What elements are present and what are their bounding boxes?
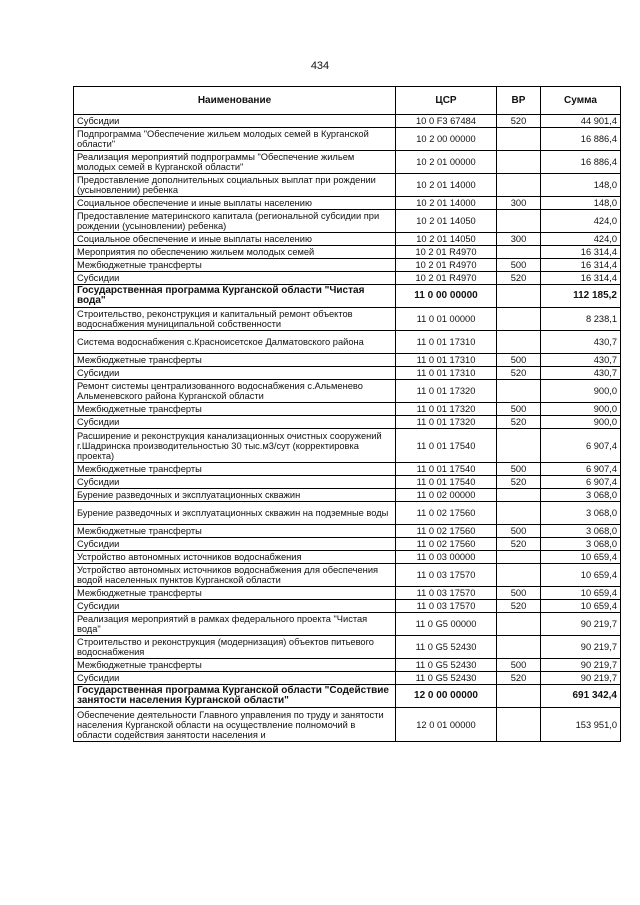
cell-name: Подпрограмма "Обеспечение жильем молодых семей в Курганской области"	[74, 128, 396, 151]
cell-csr: 10 2 01 R4970	[396, 246, 497, 259]
cell-sum: 430,7	[541, 331, 621, 354]
cell-csr: 11 0 03 00000	[396, 551, 497, 564]
table-row	[74, 380, 621, 403]
cell-name: Государственная программа Курганской области "Чистая вода"	[74, 285, 396, 308]
cell-name: Субсидии	[74, 672, 396, 685]
cell-vr: 520	[497, 538, 541, 551]
cell-name: Реализация мероприятий в рамках федерального проекта "Чистая вода"	[74, 613, 396, 636]
cell-vr: 500	[497, 587, 541, 600]
cell-csr: 11 0 G5 52430	[396, 636, 497, 659]
cell-name: Межбюджетные трансферты	[74, 403, 396, 416]
page-number: 434	[310, 60, 330, 72]
cell-name: Социальное обеспечение и иные выплаты населению	[74, 197, 396, 210]
cell-csr: 11 0 01 17320	[396, 380, 497, 403]
cell-csr: 12 0 00 00000	[396, 685, 497, 708]
cell-csr: 11 0 01 17540	[396, 463, 497, 476]
cell-sum: 112 185,2	[541, 285, 621, 308]
cell-name: Строительство, реконструкция и капитальный ремонт объектов водоснабжения муниципальной собственности	[74, 308, 396, 331]
cell-csr: 10 2 01 14000	[396, 174, 497, 197]
table-row	[74, 659, 621, 672]
cell-name: Межбюджетные трансферты	[74, 587, 396, 600]
table-row	[74, 564, 621, 587]
cell-vr	[497, 246, 541, 259]
cell-vr: 520	[497, 600, 541, 613]
cell-vr: 500	[497, 463, 541, 476]
cell-sum: 153 951,0	[541, 708, 621, 742]
cell-csr: 10 2 01 R4970	[396, 272, 497, 285]
cell-name: Субсидии	[74, 416, 396, 429]
cell-csr: 10 0 F3 67484	[396, 115, 497, 128]
header-sum: Сумма	[541, 87, 621, 115]
cell-name: Субсидии	[74, 476, 396, 489]
cell-vr: 300	[497, 197, 541, 210]
cell-sum: 430,7	[541, 367, 621, 380]
table-row	[74, 538, 621, 551]
cell-name: Субсидии	[74, 538, 396, 551]
cell-name: Бурение разведочных и эксплуатационных скважин на подземные воды	[74, 502, 396, 525]
cell-vr	[497, 128, 541, 151]
cell-name: Социальное обеспечение и иные выплаты населению	[74, 233, 396, 246]
cell-vr: 500	[497, 403, 541, 416]
cell-csr: 10 2 01 00000	[396, 151, 497, 174]
table-row	[74, 354, 621, 367]
table-row	[74, 259, 621, 272]
header-vr: ВР	[497, 87, 541, 115]
cell-csr: 11 0 01 17320	[396, 416, 497, 429]
table-row	[74, 403, 621, 416]
cell-sum: 3 068,0	[541, 502, 621, 525]
cell-name: Ремонт системы централизованного водоснабжения с.Альменево Альменевского района Курганской области	[74, 380, 396, 403]
cell-sum: 6 907,4	[541, 476, 621, 489]
cell-vr	[497, 174, 541, 197]
table-row	[74, 210, 621, 233]
cell-vr	[497, 502, 541, 525]
table-row	[74, 463, 621, 476]
cell-csr: 11 0 01 17310	[396, 331, 497, 354]
cell-csr: 11 0 01 17540	[396, 429, 497, 463]
table-row	[74, 708, 621, 742]
table-row	[74, 685, 621, 708]
cell-sum: 900,0	[541, 380, 621, 403]
cell-name: Устройство автономных источников водоснабжения	[74, 551, 396, 564]
cell-vr	[497, 308, 541, 331]
table-row	[74, 331, 621, 354]
cell-vr: 520	[497, 672, 541, 685]
table-row	[74, 115, 621, 128]
cell-sum: 90 219,7	[541, 636, 621, 659]
cell-sum: 3 068,0	[541, 538, 621, 551]
cell-name: Субсидии	[74, 272, 396, 285]
table-body	[74, 115, 621, 742]
cell-name: Система водоснабжения с.Красноисетское Далматовского района	[74, 331, 396, 354]
cell-name: Мероприятия по обеспечению жильем молодых семей	[74, 246, 396, 259]
cell-sum: 10 659,4	[541, 587, 621, 600]
cell-csr: 11 0 02 00000	[396, 489, 497, 502]
cell-csr: 11 0 01 17320	[396, 403, 497, 416]
cell-sum: 148,0	[541, 174, 621, 197]
budget-table	[73, 86, 621, 742]
cell-vr	[497, 210, 541, 233]
cell-name: Субсидии	[74, 367, 396, 380]
table-header-row	[74, 87, 621, 115]
table-row	[74, 272, 621, 285]
cell-name: Строительство и реконструкция (модернизация) объектов питьевого водоснабжения	[74, 636, 396, 659]
cell-vr	[497, 331, 541, 354]
cell-csr: 11 0 02 17560	[396, 525, 497, 538]
cell-vr: 520	[497, 367, 541, 380]
table-row	[74, 246, 621, 259]
cell-vr	[497, 380, 541, 403]
cell-csr: 11 0 01 17310	[396, 354, 497, 367]
table-row	[74, 476, 621, 489]
cell-name: Обеспечение деятельности Главного управления по труду и занятости населения Курганской области на осуществление полномочий в области содействия занятости населения и	[74, 708, 396, 742]
cell-sum: 44 901,4	[541, 115, 621, 128]
cell-vr: 520	[497, 416, 541, 429]
cell-csr: 11 0 G5 52430	[396, 672, 497, 685]
table-row	[74, 151, 621, 174]
cell-vr	[497, 685, 541, 708]
table-row	[74, 367, 621, 380]
cell-csr: 11 0 01 17310	[396, 367, 497, 380]
table-row	[74, 233, 621, 246]
table-row	[74, 489, 621, 502]
cell-sum: 16 314,4	[541, 272, 621, 285]
table-row	[74, 600, 621, 613]
table-row	[74, 525, 621, 538]
cell-vr: 520	[497, 272, 541, 285]
cell-sum: 6 907,4	[541, 429, 621, 463]
cell-vr: 520	[497, 115, 541, 128]
cell-name: Межбюджетные трансферты	[74, 659, 396, 672]
cell-sum: 148,0	[541, 197, 621, 210]
table-row	[74, 636, 621, 659]
cell-vr	[497, 285, 541, 308]
cell-sum: 430,7	[541, 354, 621, 367]
cell-name: Государственная программа Курганской области "Содействие занятости населения Курганской области"	[74, 685, 396, 708]
table-row	[74, 308, 621, 331]
cell-name: Межбюджетные трансферты	[74, 354, 396, 367]
cell-sum: 424,0	[541, 210, 621, 233]
table-row	[74, 416, 621, 429]
cell-csr: 11 0 02 17560	[396, 538, 497, 551]
cell-vr	[497, 151, 541, 174]
table-row	[74, 587, 621, 600]
cell-csr: 10 2 01 14000	[396, 197, 497, 210]
cell-vr	[497, 708, 541, 742]
cell-vr: 520	[497, 476, 541, 489]
cell-csr: 10 2 01 14050	[396, 210, 497, 233]
cell-csr: 11 0 01 00000	[396, 308, 497, 331]
cell-csr: 11 0 G5 52430	[396, 659, 497, 672]
cell-vr: 500	[497, 659, 541, 672]
table-row	[74, 197, 621, 210]
cell-vr: 300	[497, 233, 541, 246]
cell-vr	[497, 636, 541, 659]
cell-name: Предоставление материнского капитала (региональной субсидии при рождении (усыновлении) ребенка)	[74, 210, 396, 233]
cell-sum: 16 886,4	[541, 128, 621, 151]
cell-vr	[497, 564, 541, 587]
cell-sum: 3 068,0	[541, 489, 621, 502]
cell-name: Бурение разведочных и эксплуатационных скважин	[74, 489, 396, 502]
table-row	[74, 613, 621, 636]
cell-sum: 900,0	[541, 416, 621, 429]
cell-sum: 16 314,4	[541, 246, 621, 259]
cell-sum: 10 659,4	[541, 600, 621, 613]
cell-csr: 10 2 00 00000	[396, 128, 497, 151]
cell-sum: 10 659,4	[541, 551, 621, 564]
cell-vr	[497, 429, 541, 463]
header-csr: ЦСР	[396, 87, 497, 115]
cell-vr: 500	[497, 259, 541, 272]
cell-vr	[497, 613, 541, 636]
cell-csr: 10 2 01 R4970	[396, 259, 497, 272]
table-row	[74, 285, 621, 308]
cell-sum: 3 068,0	[541, 525, 621, 538]
cell-sum: 16 886,4	[541, 151, 621, 174]
cell-csr: 11 0 03 17570	[396, 564, 497, 587]
cell-sum: 8 238,1	[541, 308, 621, 331]
table-row	[74, 502, 621, 525]
cell-name: Устройство автономных источников водоснабжения для обеспечения водой населенных пунктов Курганской области	[74, 564, 396, 587]
table-row	[74, 551, 621, 564]
cell-name: Межбюджетные трансферты	[74, 525, 396, 538]
cell-csr: 11 0 01 17540	[396, 476, 497, 489]
cell-sum: 424,0	[541, 233, 621, 246]
cell-csr: 12 0 01 00000	[396, 708, 497, 742]
cell-name: Расширение и реконструкция канализационных очистных сооружений г.Шадринска производительностью 30 тыс.м3/сут (корректировка проекта)	[74, 429, 396, 463]
cell-csr: 11 0 03 17570	[396, 600, 497, 613]
header-name: Наименование	[74, 87, 396, 115]
cell-name: Субсидии	[74, 115, 396, 128]
cell-sum: 16 314,4	[541, 259, 621, 272]
cell-csr: 11 0 G5 00000	[396, 613, 497, 636]
cell-vr: 500	[497, 525, 541, 538]
table-row	[74, 128, 621, 151]
cell-csr: 11 0 02 17560	[396, 502, 497, 525]
cell-csr: 10 2 01 14050	[396, 233, 497, 246]
cell-vr	[497, 551, 541, 564]
cell-sum: 10 659,4	[541, 564, 621, 587]
cell-name: Межбюджетные трансферты	[74, 463, 396, 476]
table-row	[74, 672, 621, 685]
table-row	[74, 429, 621, 463]
cell-csr: 11 0 03 17570	[396, 587, 497, 600]
table-row	[74, 174, 621, 197]
cell-sum: 6 907,4	[541, 463, 621, 476]
cell-name: Реализация мероприятий подпрограммы "Обеспечение жильем молодых семей в Курганской области"	[74, 151, 396, 174]
cell-name: Субсидии	[74, 600, 396, 613]
cell-sum: 691 342,4	[541, 685, 621, 708]
cell-csr: 11 0 00 00000	[396, 285, 497, 308]
cell-sum: 900,0	[541, 403, 621, 416]
cell-sum: 90 219,7	[541, 613, 621, 636]
cell-name: Предоставление дополнительных социальных выплат при рождении (усыновлении) ребенка	[74, 174, 396, 197]
cell-sum: 90 219,7	[541, 672, 621, 685]
cell-sum: 90 219,7	[541, 659, 621, 672]
cell-vr: 500	[497, 354, 541, 367]
cell-name: Межбюджетные трансферты	[74, 259, 396, 272]
cell-vr	[497, 489, 541, 502]
